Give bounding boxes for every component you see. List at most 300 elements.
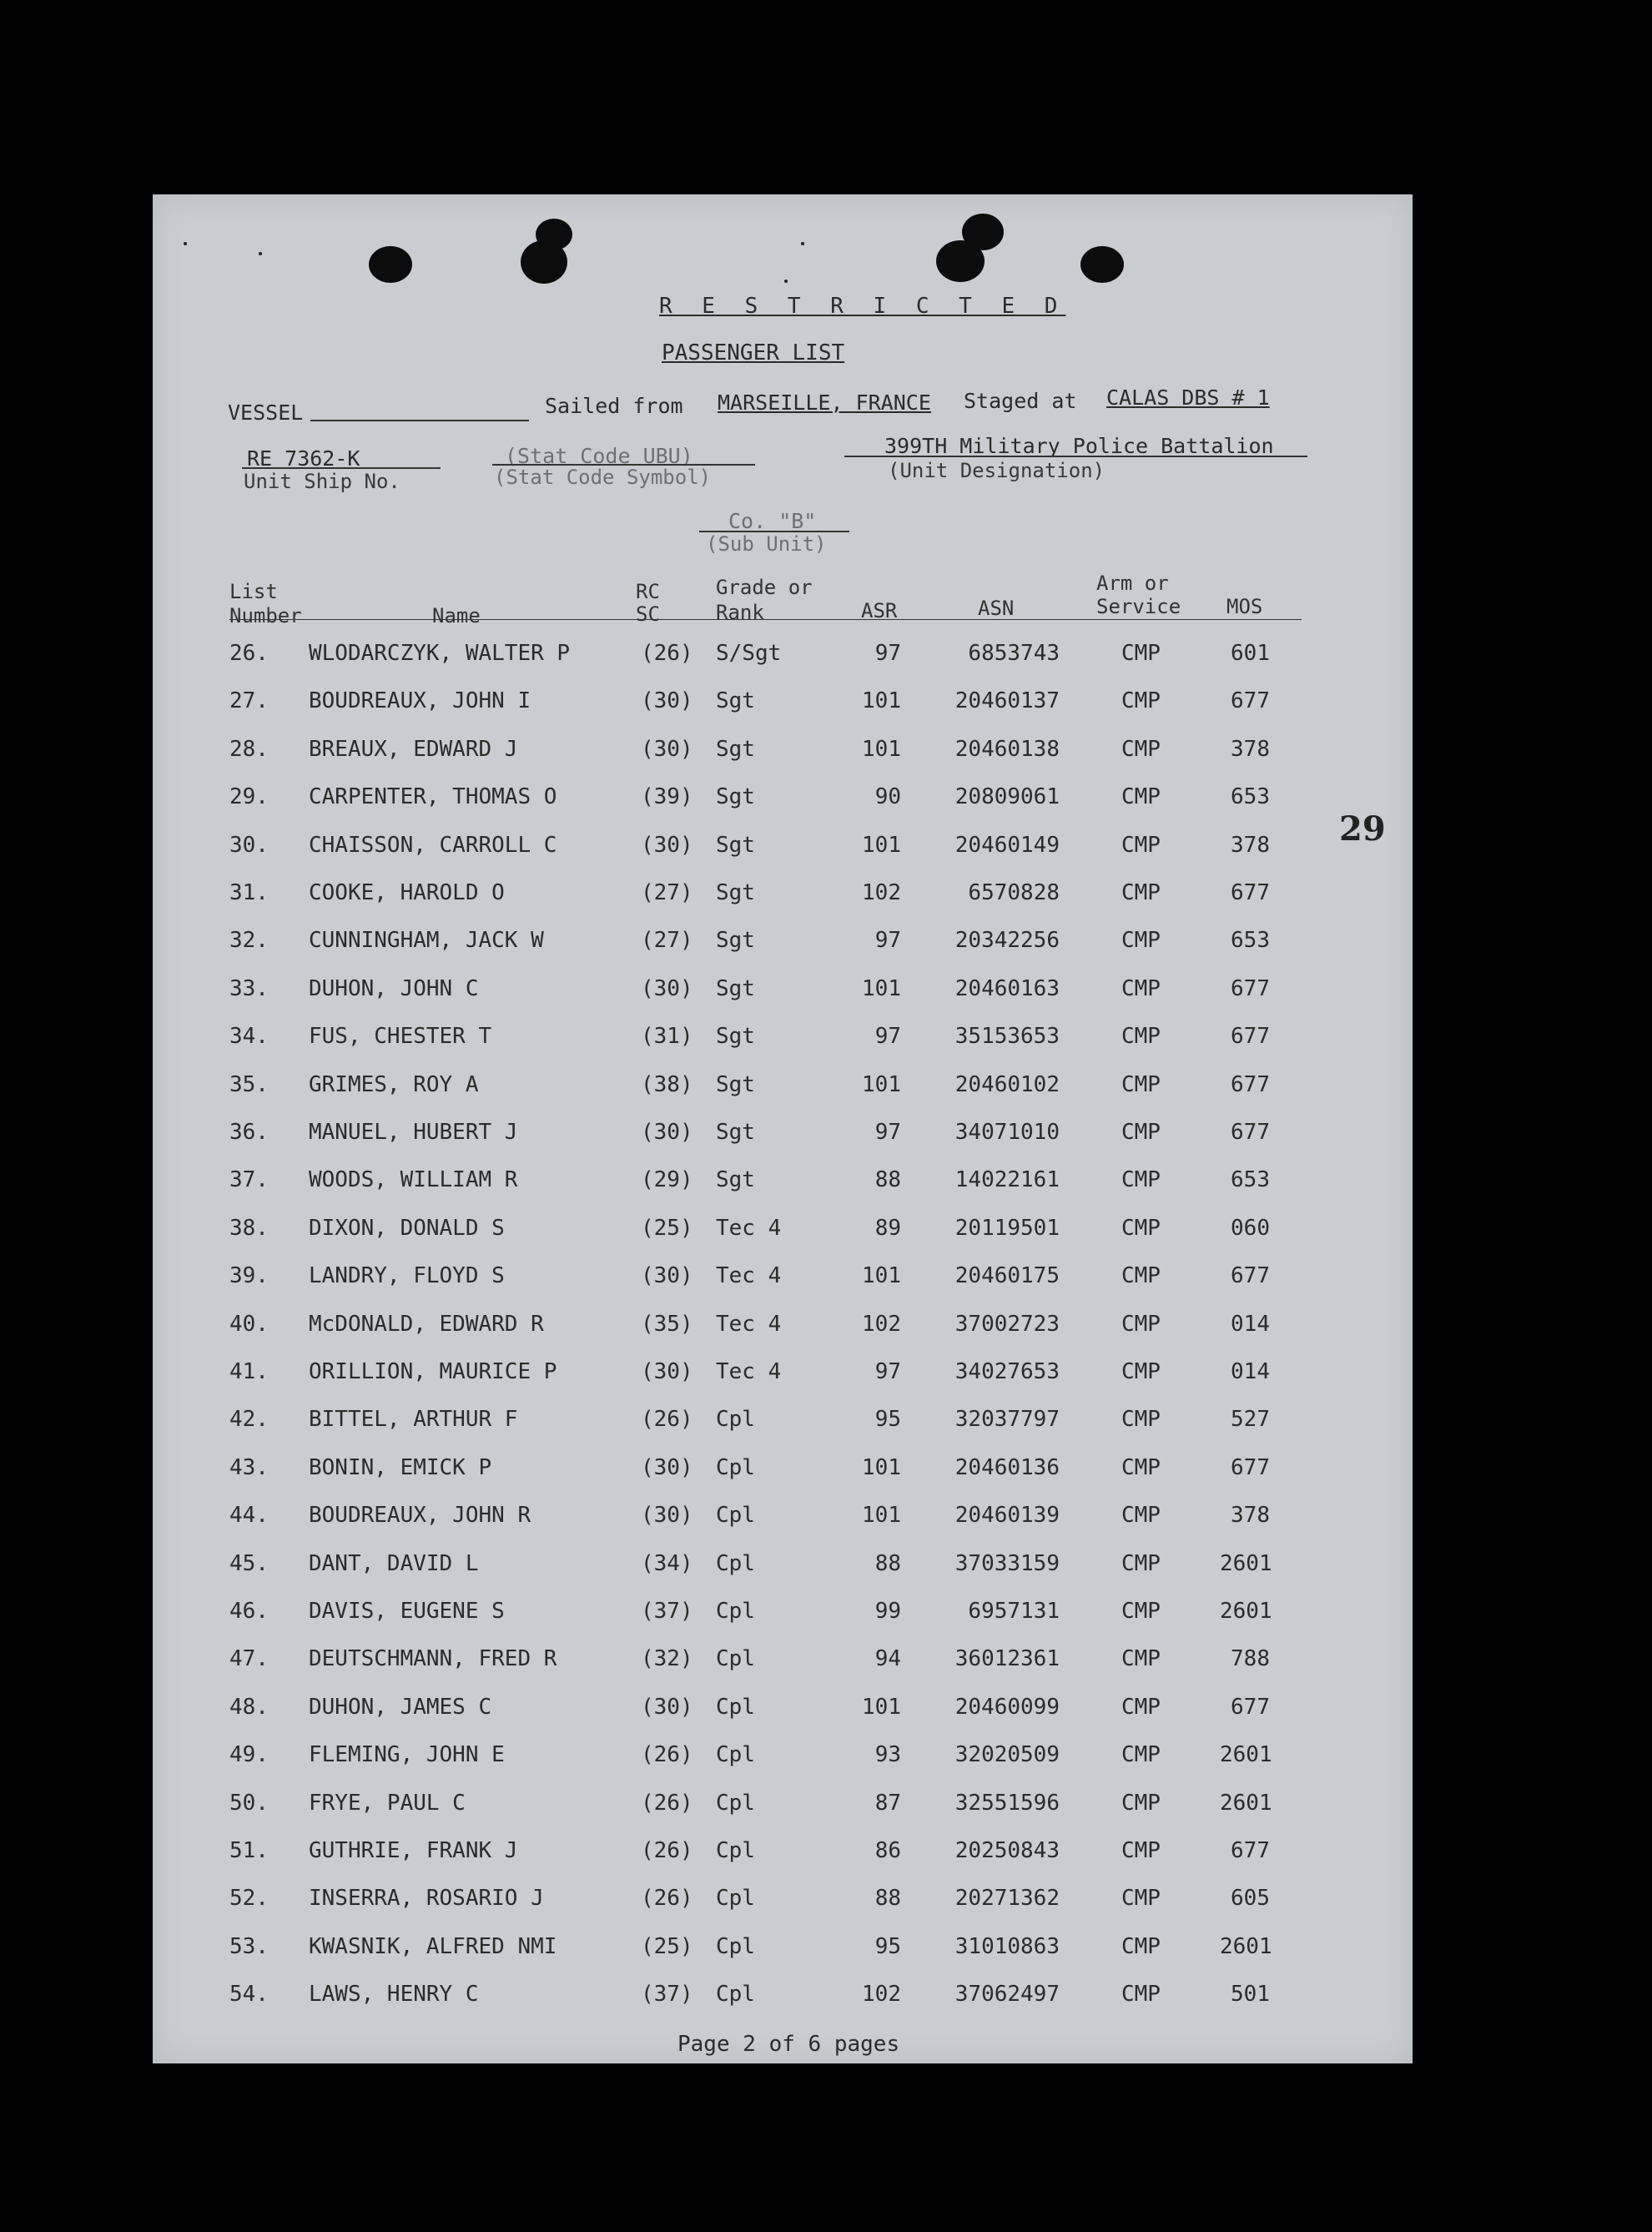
passenger-name: BREAUX, EDWARD J [309,737,518,762]
passenger-name: COOKE, HAROLD O [309,880,505,905]
grade-rank: Sgt [716,1120,755,1145]
table-row [0,784,1652,832]
code-value: (30) [641,833,693,858]
code-value: (35) [641,1312,693,1337]
asn-value: 31010863 [954,1934,1060,1959]
code-value: (26) [641,1791,693,1816]
code-value: (32) [641,1646,693,1671]
asr-value: 88 [874,1886,901,1911]
mos-value: 014 [1231,1312,1270,1337]
asr-value: 90 [874,784,901,809]
asr-value: 101 [862,1695,901,1720]
list-number: 37. [229,1167,269,1192]
passenger-name: FRYE, PAUL C [309,1791,466,1816]
asn-value: 32020509 [954,1742,1060,1767]
asn-value: 20271362 [954,1886,1060,1911]
arm-service: CMP [1121,1646,1161,1671]
mos-value: 378 [1231,833,1270,858]
speck [784,280,788,283]
col-asn: ASN [978,597,1015,620]
stat-code-value: (Stat Code UBU) [505,444,693,468]
passenger-name: FUS, CHESTER T [309,1024,492,1049]
list-number: 33. [229,976,269,1001]
table-row [0,1742,1652,1790]
grade-rank: Cpl [716,1407,755,1432]
passenger-name: BITTEL, ARTHUR F [309,1407,518,1432]
list-number: 32. [229,928,269,953]
mos-value: 601 [1231,641,1270,666]
staged-at-label: Staged at [964,389,1077,413]
table-row [0,1599,1652,1646]
mos-value: 677 [1231,1455,1270,1480]
margin-page-number: 29 [1339,809,1386,849]
passenger-name: McDONALD, EDWARD R [309,1312,544,1337]
code-value: (31) [641,1024,693,1049]
table-row [0,880,1652,928]
mos-value: 378 [1231,737,1270,762]
asr-value: 97 [874,641,901,666]
passenger-name: LANDRY, FLOYD S [309,1263,505,1288]
mos-value: 2601 [1220,1791,1272,1816]
grade-rank: Cpl [716,1934,755,1959]
asr-value: 97 [874,1024,901,1049]
mos-value: 677 [1231,1024,1270,1049]
document-subtitle: PASSENGER LIST [662,340,845,365]
col-asr: ASR [861,599,898,622]
table-row [0,1455,1652,1503]
code-value: (30) [641,1120,693,1145]
mos-value: 677 [1231,1120,1270,1145]
mos-value: 677 [1231,1838,1270,1863]
mos-value: 677 [1231,880,1270,905]
asr-value: 102 [862,880,901,905]
arm-service: CMP [1121,1982,1161,2007]
arm-service: CMP [1121,976,1161,1001]
asr-value: 101 [862,1072,901,1097]
mos-value: 677 [1231,688,1270,713]
asn-value: 20460136 [954,1455,1060,1480]
passenger-name: BOUDREAUX, JOHN I [309,688,531,713]
mos-value: 2601 [1220,1599,1272,1624]
grade-rank: Cpl [716,1742,755,1767]
table-row [0,1551,1652,1599]
arm-service: CMP [1121,1359,1161,1384]
asn-value: 20460138 [954,737,1060,762]
asr-value: 87 [874,1791,901,1816]
code-value: (30) [641,1455,693,1480]
table-row [0,1216,1652,1263]
table-row [0,1503,1652,1550]
mos-value: 605 [1231,1886,1270,1911]
arm-service: CMP [1121,1167,1161,1192]
unit-ship-no-label: Unit Ship No. [244,470,400,493]
arm-service: CMP [1121,1599,1161,1624]
arm-service: CMP [1121,1838,1161,1863]
asn-value: 20460137 [954,688,1060,713]
grade-rank: Cpl [716,1791,755,1816]
code-value: (30) [641,1503,693,1528]
grade-rank: Cpl [716,1982,755,2007]
table-row [0,641,1652,688]
code-value: (30) [641,737,693,762]
asn-value: 20119501 [954,1216,1060,1241]
asr-value: 89 [874,1216,901,1241]
col-code-2: SC [636,602,660,626]
passenger-name: DANT, DAVID L [309,1551,479,1576]
asn-value: 6853743 [968,641,1060,666]
table-row [0,1791,1652,1838]
punch-hole-5 [962,214,1004,250]
asn-value: 20809061 [954,784,1060,809]
mos-value: 527 [1231,1407,1270,1432]
list-number: 30. [229,833,269,858]
arm-service: CMP [1121,641,1161,666]
unit-designation-value: 399TH Military Police Battalion [884,434,1274,458]
asr-value: 86 [874,1838,901,1863]
col-list-number-2: Number [229,604,302,627]
list-number: 46. [229,1599,269,1624]
arm-service: CMP [1121,688,1161,713]
code-value: (25) [641,1934,693,1959]
arm-service: CMP [1121,1791,1161,1816]
list-number: 27. [229,688,269,713]
asr-value: 99 [874,1599,901,1624]
asr-value: 101 [862,688,901,713]
stat-code-label: (Stat Code Symbol) [494,466,712,489]
list-number: 26. [229,641,269,666]
list-number: 40. [229,1312,269,1337]
grade-rank: Cpl [716,1455,755,1480]
grade-rank: Cpl [716,1599,755,1624]
list-number: 47. [229,1646,269,1671]
grade-rank: Tec 4 [716,1216,782,1241]
table-row [0,1934,1652,1982]
passenger-name: BOUDREAUX, JOHN R [309,1503,531,1528]
arm-service: CMP [1121,784,1161,809]
grade-rank: Cpl [716,1646,755,1671]
asn-value: 32037797 [954,1407,1060,1432]
mos-value: 653 [1231,928,1270,953]
arm-service: CMP [1121,1551,1161,1576]
list-number: 41. [229,1359,269,1384]
unit-designation-line [844,456,1307,457]
passenger-name: FLEMING, JOHN E [309,1742,505,1767]
asn-value: 20250843 [954,1838,1060,1863]
asn-value: 14022161 [954,1167,1060,1192]
passenger-name: CARPENTER, THOMAS O [309,784,557,809]
header-underline [229,619,1302,620]
mos-value: 378 [1231,1503,1270,1528]
grade-rank: Cpl [716,1503,755,1528]
list-number: 35. [229,1072,269,1097]
arm-service: CMP [1121,833,1161,858]
mos-value: 014 [1231,1359,1270,1384]
arm-service: CMP [1121,1503,1161,1528]
table-row [0,1263,1652,1311]
arm-service: CMP [1121,1120,1161,1145]
arm-service: CMP [1121,880,1161,905]
table-row [0,1646,1652,1694]
grade-rank: Sgt [716,784,755,809]
asn-value: 20342256 [954,928,1060,953]
asn-value: 20460139 [954,1503,1060,1528]
arm-service: CMP [1121,1695,1161,1720]
code-value: (30) [641,976,693,1001]
grade-rank: Sgt [716,1072,755,1097]
arm-service: CMP [1121,1216,1161,1241]
code-value: (39) [641,784,693,809]
list-number: 34. [229,1024,269,1049]
table-row [0,1838,1652,1886]
asr-value: 94 [874,1646,901,1671]
asn-value: 20460175 [954,1263,1060,1288]
arm-service: CMP [1121,1407,1161,1432]
code-value: (26) [641,1407,693,1432]
mos-value: 653 [1231,784,1270,809]
arm-service: CMP [1121,1024,1161,1049]
grade-rank: Cpl [716,1838,755,1863]
col-arm-2: Service [1096,595,1181,618]
grade-rank: Sgt [716,928,755,953]
mos-value: 2601 [1220,1742,1272,1767]
asn-value: 37062497 [954,1982,1060,2007]
mos-value: 677 [1231,976,1270,1001]
list-number: 43. [229,1455,269,1480]
speck [801,242,804,245]
passenger-name: BONIN, EMICK P [309,1455,492,1480]
sub-unit-label: (Sub Unit) [706,532,827,556]
list-number: 29. [229,784,269,809]
unit-designation-label: (Unit Designation) [888,459,1106,482]
grade-rank: Cpl [716,1886,755,1911]
sailed-from-value: MARSEILLE, FRANCE [718,390,931,415]
table-row [0,1024,1652,1071]
punch-hole-6 [1080,246,1124,283]
list-number: 39. [229,1263,269,1288]
code-value: (30) [641,1695,693,1720]
code-value: (26) [641,641,693,666]
list-number: 42. [229,1407,269,1432]
passenger-name: DEUTSCHMANN, FRED R [309,1646,557,1671]
asr-value: 88 [874,1551,901,1576]
unit-ship-no-value: RE 7362-K [247,446,360,471]
asn-value: 34071010 [954,1120,1060,1145]
mos-value: 677 [1231,1263,1270,1288]
arm-service: CMP [1121,1934,1161,1959]
asr-value: 101 [862,1503,901,1528]
passenger-name: WOODS, WILLIAM R [309,1167,518,1192]
table-row [0,688,1652,736]
mos-value: 653 [1231,1167,1270,1192]
list-number: 52. [229,1886,269,1911]
table-row [0,1695,1652,1742]
speck [184,242,187,245]
code-value: (29) [641,1167,693,1192]
mos-value: 788 [1231,1646,1270,1671]
asn-value: 20460102 [954,1072,1060,1097]
asn-value: 32551596 [954,1791,1060,1816]
grade-rank: Cpl [716,1551,755,1576]
passenger-name: ORILLION, MAURICE P [309,1359,557,1384]
passenger-name: DUHON, JAMES C [309,1695,492,1720]
staged-at-value: CALAS DBS # 1 [1106,385,1270,410]
code-value: (34) [641,1551,693,1576]
table-row [0,976,1652,1024]
arm-service: CMP [1121,1886,1161,1911]
asn-value: 37002723 [954,1312,1060,1337]
grade-rank: Tec 4 [716,1312,782,1337]
speck [259,252,262,255]
code-value: (37) [641,1982,693,2007]
grade-rank: Sgt [716,833,755,858]
asr-value: 102 [862,1312,901,1337]
table-row [0,1120,1652,1167]
list-number: 48. [229,1695,269,1720]
col-name: Name [432,604,481,627]
code-value: (30) [641,1263,693,1288]
mos-value: 2601 [1220,1551,1272,1576]
col-grade-1: Grade or [716,576,813,599]
asn-value: 36012361 [954,1646,1060,1671]
arm-service: CMP [1121,1455,1161,1480]
passenger-name: INSERRA, ROSARIO J [309,1886,544,1911]
passenger-name: DIXON, DONALD S [309,1216,505,1241]
asr-value: 101 [862,833,901,858]
col-grade-2: Rank [716,601,764,624]
grade-rank: Sgt [716,1024,755,1049]
asn-value: 6957131 [968,1599,1060,1624]
table-row [0,1167,1652,1215]
passenger-name: CUNNINGHAM, JACK W [309,928,544,953]
arm-service: CMP [1121,928,1161,953]
arm-service: CMP [1121,1072,1161,1097]
passenger-name: DUHON, JOHN C [309,976,479,1001]
asr-value: 93 [874,1742,901,1767]
code-value: (37) [641,1599,693,1624]
arm-service: CMP [1121,1742,1161,1767]
table-row [0,1359,1652,1407]
punch-hole-1 [369,246,412,283]
table-row [0,1072,1652,1120]
passenger-name: GUTHRIE, FRANK J [309,1838,518,1863]
table-row [0,1982,1652,2029]
table-row [0,833,1652,880]
asr-value: 95 [874,1407,901,1432]
grade-rank: S/Sgt [716,641,782,666]
col-arm-1: Arm or [1096,572,1169,595]
mos-value: 677 [1231,1695,1270,1720]
sailed-from-label: Sailed from [545,394,683,418]
code-value: (26) [641,1886,693,1911]
col-code-1: RC [636,580,660,603]
passenger-name: WLODARCZYK, WALTER P [309,641,571,666]
table-row [0,928,1652,975]
mos-value: 060 [1231,1216,1270,1241]
grade-rank: Sgt [716,976,755,1001]
list-number: 53. [229,1934,269,1959]
mos-value: 2601 [1220,1934,1272,1959]
passenger-name: DAVIS, EUGENE S [309,1599,505,1624]
asr-value: 97 [874,1120,901,1145]
grade-rank: Cpl [716,1695,755,1720]
code-value: (26) [641,1742,693,1767]
code-value: (30) [641,1359,693,1384]
list-number: 44. [229,1503,269,1528]
grade-rank: Tec 4 [716,1359,782,1384]
asr-value: 97 [874,1359,901,1384]
code-value: (30) [641,688,693,713]
asr-value: 97 [874,928,901,953]
mos-value: 677 [1231,1072,1270,1097]
vessel-label: VESSEL [228,401,304,425]
passenger-name: MANUEL, HUBERT J [309,1120,518,1145]
code-value: (25) [641,1216,693,1241]
asn-value: 37033159 [954,1551,1060,1576]
asn-value: 6570828 [968,880,1060,905]
passenger-name: LAWS, HENRY C [309,1982,479,2007]
document-title: R E S T R I C T E D [659,294,1066,319]
asn-value: 35153653 [954,1024,1060,1049]
asn-value: 20460163 [954,976,1060,1001]
list-number: 38. [229,1216,269,1241]
col-mos: MOS [1226,595,1263,618]
table-row [0,1407,1652,1454]
punch-hole-3 [536,219,572,250]
asr-value: 102 [862,1982,901,2007]
asr-value: 101 [862,737,901,762]
sub-unit-value: Co. "B" [728,509,817,533]
code-value: (27) [641,880,693,905]
grade-rank: Sgt [716,688,755,713]
list-number: 28. [229,737,269,762]
asr-value: 101 [862,1455,901,1480]
col-list-number-1: List [229,580,278,603]
table-row [0,737,1652,784]
table-row [0,1886,1652,1933]
arm-service: CMP [1121,1263,1161,1288]
grade-rank: Sgt [716,1167,755,1192]
table-row [0,1312,1652,1359]
grade-rank: Sgt [716,737,755,762]
list-number: 50. [229,1791,269,1816]
passenger-name: CHAISSON, CARROLL C [309,833,557,858]
code-value: (26) [641,1838,693,1863]
asr-value: 101 [862,976,901,1001]
grade-rank: Sgt [716,880,755,905]
asn-value: 20460149 [954,833,1060,858]
list-number: 49. [229,1742,269,1767]
grade-rank: Tec 4 [716,1263,782,1288]
asn-value: 34027653 [954,1359,1060,1384]
arm-service: CMP [1121,737,1161,762]
list-number: 45. [229,1551,269,1576]
list-number: 36. [229,1120,269,1145]
arm-service: CMP [1121,1312,1161,1337]
vessel-blank-line [310,420,529,421]
page-footer: Page 2 of 6 pages [677,2032,900,2057]
unit-ship-no-line [242,467,441,469]
list-number: 51. [229,1838,269,1863]
asr-value: 88 [874,1167,901,1192]
asr-value: 101 [862,1263,901,1288]
asn-value: 20460099 [954,1695,1060,1720]
list-number: 31. [229,880,269,905]
code-value: (27) [641,928,693,953]
asr-value: 95 [874,1934,901,1959]
list-number: 54. [229,1982,269,2007]
mos-value: 501 [1231,1982,1270,2007]
code-value: (38) [641,1072,693,1097]
